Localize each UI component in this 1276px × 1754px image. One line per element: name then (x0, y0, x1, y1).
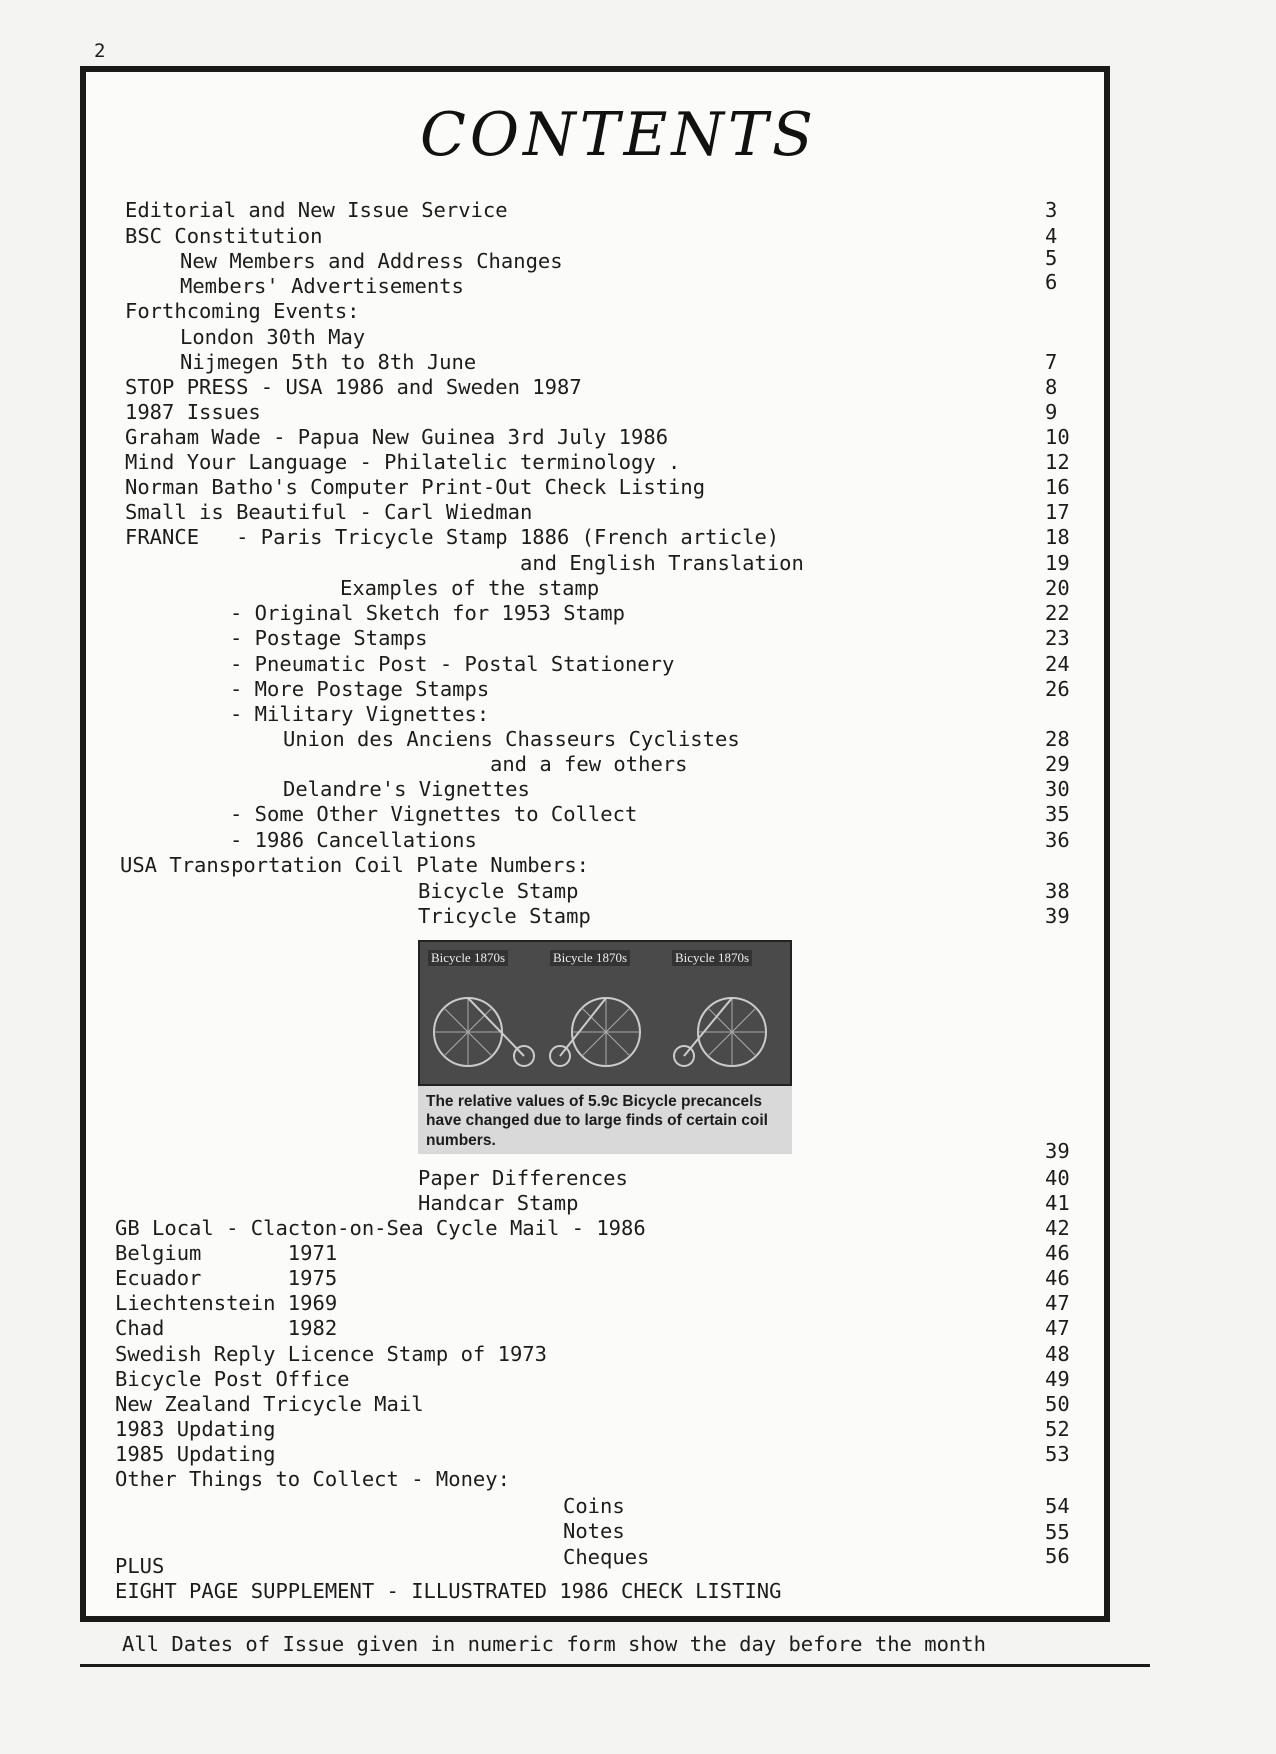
toc-entry-title: Cheques (563, 1545, 650, 1569)
toc-entry-title: - Postage Stamps (230, 626, 428, 650)
toc-entry-page: 46 (1045, 1241, 1070, 1265)
toc-entry-page: 53 (1045, 1442, 1070, 1466)
stamp (546, 948, 664, 1078)
toc-entry-title: - More Postage Stamps (230, 677, 490, 701)
toc-entry-page: 39 (1045, 904, 1070, 928)
toc-entry-title: Delandre's Vignettes (283, 777, 530, 801)
toc-entry-title: Handcar Stamp (418, 1191, 579, 1215)
toc-entry-title: Belgium 1971 (115, 1241, 338, 1265)
stamp-coil-strip (418, 940, 792, 1086)
stamp-illustration (418, 940, 792, 1154)
toc-entry-title: Union des Anciens Chasseurs Cyclistes (283, 727, 740, 751)
toc-entry-title: Liechtenstein 1969 (115, 1291, 338, 1315)
toc-entry-title: Tricycle Stamp (418, 904, 591, 928)
toc-entry-page: 12 (1045, 450, 1070, 474)
toc-entry-title: - Some Other Vignettes to Collect (230, 802, 638, 826)
stamp-label: Bicycle 1870s (428, 950, 508, 966)
toc-entry-title: - Pneumatic Post - Postal Stationery (230, 652, 675, 676)
stamp (668, 948, 786, 1078)
toc-entry-title: Bicycle Post Office (115, 1367, 350, 1391)
toc-entry-title: Other Things to Collect - Money: (115, 1467, 510, 1491)
toc-entry-title: Small is Beautiful - Carl Wiedman (125, 500, 533, 524)
toc-entry-page: 52 (1045, 1417, 1070, 1441)
toc-entry-page: 5 (1045, 246, 1058, 270)
toc-entry-page: 19 (1045, 551, 1070, 575)
bicycle-icon (424, 948, 542, 1078)
toc-entry-title: and a few others (490, 752, 688, 776)
toc-entry-page: 46 (1045, 1266, 1070, 1290)
toc-entry-title: 1987 Issues (125, 400, 261, 424)
toc-entry-page: 54 (1045, 1494, 1070, 1518)
toc-entry-page: 7 (1045, 350, 1058, 374)
stamp-label: Bicycle 1870s (672, 950, 752, 966)
bicycle-icon (546, 948, 664, 1078)
toc-entry-page: 40 (1045, 1166, 1070, 1190)
toc-entry-page: 24 (1045, 652, 1070, 676)
toc-entry-title: Coins (563, 1494, 625, 1518)
toc-entry-page: 22 (1045, 601, 1070, 625)
toc-entry-page: 18 (1045, 525, 1070, 549)
toc-entry-page: 16 (1045, 475, 1070, 499)
bicycle-icon (668, 948, 786, 1078)
toc-entry-title: Examples of the stamp (340, 576, 600, 600)
toc-entry-page: 20 (1045, 576, 1070, 600)
toc-entry-page: 4 (1045, 224, 1058, 248)
footer-rule (80, 1664, 1150, 1667)
toc-entry-title: Swedish Reply Licence Stamp of 1973 (115, 1342, 547, 1366)
toc-entry-title: Notes (563, 1519, 625, 1543)
toc-entry-title: PLUS (115, 1554, 165, 1578)
toc-entry-title: New Members and Address Changes (180, 249, 563, 273)
toc-entry-page: 3 (1045, 198, 1058, 222)
toc-entry-title: BSC Constitution (125, 224, 323, 248)
toc-entry-page: 23 (1045, 626, 1070, 650)
page-number: 2 (94, 40, 106, 62)
toc-entry-page: 39 (1045, 1139, 1070, 1163)
toc-entry-title: Graham Wade - Papua New Guinea 3rd July 1986 (125, 425, 669, 449)
toc-entry-page: 9 (1045, 400, 1058, 424)
toc-entry-page: 50 (1045, 1392, 1070, 1416)
toc-entry-page: 8 (1045, 375, 1058, 399)
toc-entry-page: 38 (1045, 879, 1070, 903)
toc-entry-page: 6 (1045, 270, 1058, 294)
toc-entry-page: 48 (1045, 1342, 1070, 1366)
toc-entry-title: New Zealand Tricycle Mail (115, 1392, 424, 1416)
toc-entry-title: - 1986 Cancellations (230, 828, 477, 852)
toc-entry-page: 30 (1045, 777, 1070, 801)
toc-entry-page: 42 (1045, 1216, 1070, 1240)
toc-entry-title: Ecuador 1975 (115, 1266, 338, 1290)
toc-entry-title: STOP PRESS - USA 1986 and Sweden 1987 (125, 375, 582, 399)
toc-entry-title: Mind Your Language - Philatelic terminology . (125, 450, 681, 474)
toc-entry-title: Bicycle Stamp (418, 879, 579, 903)
stamp-caption: The relative values of 5.9c Bicycle precancels have changed due to large finds of certain coil numbers. (426, 1093, 768, 1149)
toc-entry-title: FRANCE - Paris Tricycle Stamp 1886 (French article) (125, 525, 780, 549)
toc-entry-title: - Military Vignettes: (230, 702, 490, 726)
footer-note: All Dates of Issue given in numeric form show the day before the month (122, 1632, 986, 1656)
toc-entry-title: 1983 Updating (115, 1417, 276, 1441)
toc-entry-title: Editorial and New Issue Service (125, 198, 508, 222)
toc-entry-title: London 30th May (180, 325, 366, 349)
toc-entry-page: 47 (1045, 1291, 1070, 1315)
toc-entry-page: 49 (1045, 1367, 1070, 1391)
toc-entry-title: - Original Sketch for 1953 Stamp (230, 601, 625, 625)
toc-entry-page: 29 (1045, 752, 1070, 776)
toc-entry-page: 56 (1045, 1544, 1070, 1568)
page-title: CONTENTS (420, 100, 818, 170)
toc-entry-page: 55 (1045, 1520, 1070, 1544)
toc-entry-title: Norman Batho's Computer Print-Out Check Listing (125, 475, 706, 499)
toc-entry-title: Members' Advertisements (180, 274, 464, 298)
toc-entry-title: Nijmegen 5th to 8th June (180, 350, 477, 374)
toc-entry-page: 26 (1045, 677, 1070, 701)
toc-entry-title: and English Translation (520, 551, 804, 575)
toc-entry-page: 35 (1045, 802, 1070, 826)
toc-entry-page: 28 (1045, 727, 1070, 751)
toc-entry-title: Forthcoming Events: (125, 299, 360, 323)
toc-entry-page: 10 (1045, 425, 1070, 449)
toc-entry-title: EIGHT PAGE SUPPLEMENT - ILLUSTRATED 1986 CHECK LISTING (115, 1579, 782, 1603)
toc-entry-title: Chad 1982 (115, 1316, 338, 1340)
toc-entry-page: 17 (1045, 500, 1070, 524)
toc-entry-title: Paper Differences (418, 1166, 628, 1190)
toc-entry-title: 1985 Updating (115, 1442, 276, 1466)
toc-entry-page: 47 (1045, 1316, 1070, 1340)
stamp (424, 948, 542, 1078)
toc-entry-page: 36 (1045, 828, 1070, 852)
toc-entry-title: GB Local - Clacton-on-Sea Cycle Mail - 1986 (115, 1216, 646, 1240)
toc-entry-title: USA Transportation Coil Plate Numbers: (120, 853, 589, 877)
toc-entry-page: 41 (1045, 1191, 1070, 1215)
stamp-label: Bicycle 1870s (550, 950, 630, 966)
